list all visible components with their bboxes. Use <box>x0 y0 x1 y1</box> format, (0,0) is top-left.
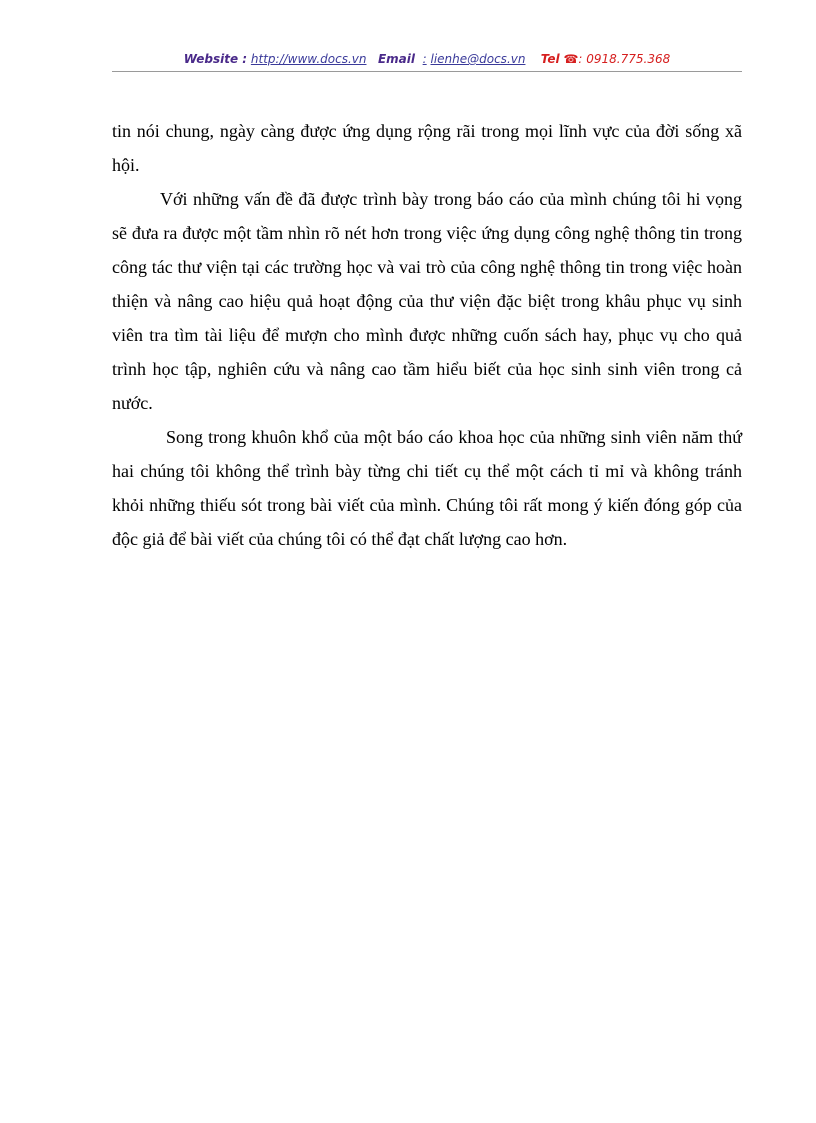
email-separator: : <box>422 52 427 66</box>
document-body <box>112 114 742 556</box>
paragraph-3: Song trong khuôn khổ của một báo cáo khoa học của những sinh viên năm thứ hai chúng tôi không thể trình bày từng chi tiết cụ thể một cách tỉ mỉ và không tránh khỏi những thiếu sót trong bài viết của mình. Chúng tôi rất mong ý kiến đóng góp của độc giả để bài viết của chúng tôi có thể đạt chất lượng cao hơn. <box>112 427 742 549</box>
tel-label: Tel <box>540 52 560 66</box>
email-label: Email <box>377 52 415 66</box>
page-header <box>112 50 742 68</box>
website-link[interactable]: http://www.docs.vn <box>250 52 367 66</box>
phone-icon: ☎ <box>563 52 579 66</box>
header-divider <box>112 71 742 72</box>
paragraph-2: Với những vấn đề đã được trình bày trong báo cáo của mình chúng tôi hi vọng sẽ đưa ra được một tầm nhìn rõ nét hơn trong việc ứng dụng công nghệ thông tin trong công tác thư viện tại các trường học và vai trò của công nghệ thông tin trong việc hoàn thiện và nâng cao hiệu quả hoạt động của thư viện đặc biệt trong khâu phục vụ sinh viên tra tìm tài liệu để mượn cho mình được những cuốn sách hay, phục vụ cho quả trình học tập, nghiên cứu và nâng cao tầm hiểu biết của học sinh sinh viên trong cả nước. <box>112 189 742 413</box>
email-link[interactable]: lienhe@docs.vn <box>430 52 526 66</box>
paragraph-1: tin nói chung, ngày càng được ứng dụng rộng rãi trong mọi lĩnh vực của đời sống xã hội. <box>112 121 742 175</box>
tel-number: : 0918.775.368 <box>578 52 671 66</box>
website-label: Website : <box>183 52 248 66</box>
